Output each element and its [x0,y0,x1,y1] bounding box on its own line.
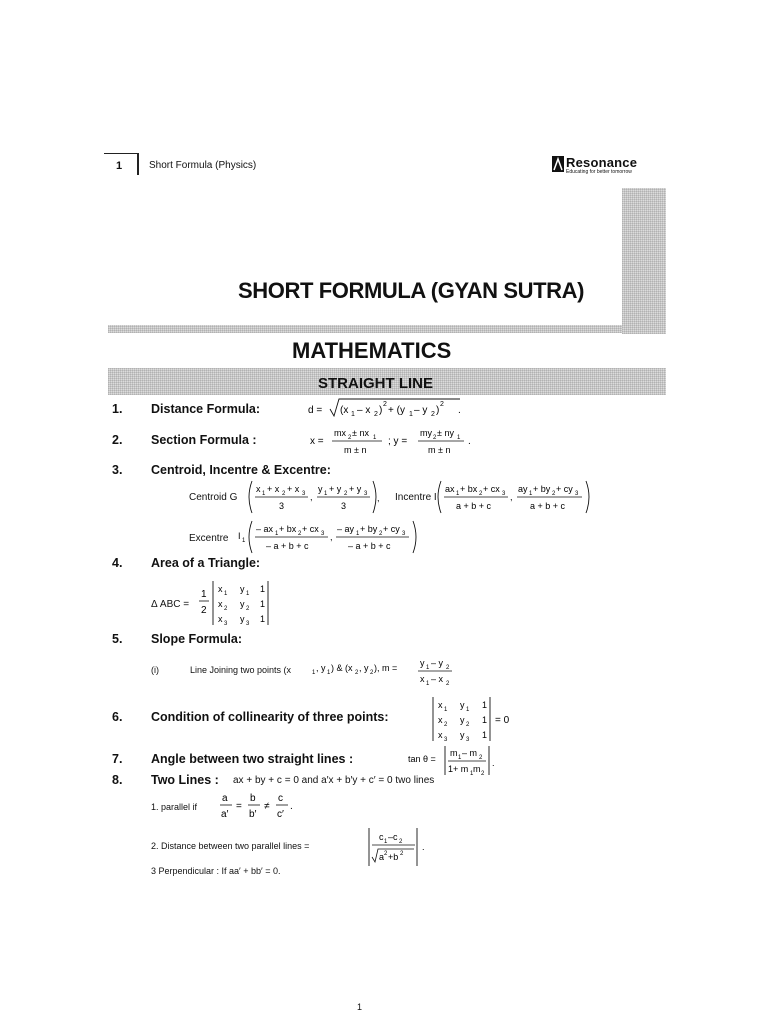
svg-text:2: 2 [370,670,374,676]
svg-text:+b: +b [388,852,399,862]
excentre-formula [238,518,430,556]
svg-text:± ny: ± ny [437,428,454,438]
svg-text:1: 1 [260,584,266,594]
svg-text:c: c [278,793,283,804]
svg-text:2: 2 [446,665,450,671]
svg-text:3: 3 [321,531,325,537]
svg-text:–c: –c [388,832,398,842]
subject-title: MATHEMATICS [292,338,452,363]
slope-text: Line Joining two points (x [190,665,292,675]
svg-text:.: . [422,842,425,852]
svg-text:1: 1 [373,435,377,441]
slope-formula [312,654,462,688]
svg-text:y: y [240,599,245,609]
svg-text:+ y: + y [349,484,362,494]
slope-roman-numeral: (i) [151,665,159,675]
parallel-condition [218,789,298,823]
svg-text:y: y [240,584,245,594]
svg-text:, y: , y [359,663,369,673]
svg-text:1: 1 [275,531,279,537]
svg-text:2: 2 [552,491,556,497]
svg-text:2: 2 [440,401,444,408]
svg-text:,: , [377,493,380,503]
svg-text:3: 3 [246,621,250,627]
svg-text:ay: ay [518,484,528,494]
svg-text:2: 2 [379,531,383,537]
svg-text:– a + b + c: – a + b + c [266,541,309,551]
svg-text:1: 1 [224,591,228,597]
svg-text:1+ m: 1+ m [448,764,469,774]
svg-text:1: 1 [482,715,488,725]
svg-text:– ax: – ax [256,524,274,534]
item-heading-5: Slope Formula: [151,632,242,646]
centroid-label: Centroid G [189,492,238,503]
svg-text:2: 2 [446,681,450,687]
svg-text:2: 2 [355,670,359,676]
svg-text:2: 2 [201,605,207,616]
svg-text:2: 2 [400,851,404,857]
item-heading-7: Angle between two straight lines : [151,752,354,766]
svg-text:.: . [492,758,495,768]
svg-text:– m: – m [462,748,478,758]
svg-text:.: . [468,436,471,447]
svg-text:1: 1 [384,839,388,845]
svg-text:1: 1 [470,771,474,777]
header-rule [104,153,138,154]
svg-text:y: y [240,614,245,624]
svg-text:1: 1 [327,670,331,676]
side-hatch-band [622,188,666,334]
svg-text:2: 2 [374,411,378,418]
svg-text:2: 2 [479,755,483,761]
svg-text:,: , [330,532,333,542]
svg-text:– ay: – ay [337,524,355,534]
svg-text:a + b + c: a + b + c [456,501,492,511]
svg-text:2: 2 [479,491,483,497]
svg-text:2: 2 [466,722,470,728]
item-number-5: 5. [112,632,123,646]
incentre-label: Incentre I [395,492,437,503]
svg-text:) & (x: ) & (x [331,663,353,673]
parallel-label: 1. parallel if [151,802,198,812]
svg-text:≠: ≠ [264,801,270,812]
svg-text:+ x: + x [267,484,280,494]
collinearity-determinant [430,694,520,744]
svg-text:, y: , y [316,663,326,673]
svg-text:– y: – y [431,658,444,668]
svg-text:2: 2 [431,411,435,418]
svg-text:2: 2 [399,839,403,845]
svg-text:m: m [473,764,481,774]
svg-text:y: y [318,484,323,494]
svg-text:3: 3 [444,737,448,743]
resonance-logo [566,156,637,175]
svg-text:1: 1 [242,538,246,544]
svg-text:=: = [236,801,242,812]
svg-text:± nx: ± nx [352,428,369,438]
area-determinant [198,578,278,628]
logo-name: Resonance [566,155,638,170]
svg-text:3: 3 [341,501,347,511]
svg-text:2: 2 [224,606,228,612]
svg-text:m ± n: m ± n [344,445,367,455]
svg-text:1: 1 [529,491,533,497]
svg-text:+ cy: + cy [383,524,400,534]
excentre-label: Excentre [189,533,229,544]
main-title: SHORT FORMULA (GYAN SUTRA) [238,278,585,303]
svg-text:+ bx: + bx [460,484,478,494]
svg-text:+ y: + y [329,484,342,494]
item-number-1: 1. [112,402,123,416]
svg-text:+ (y: + (y [388,405,405,416]
svg-text:1: 1 [466,707,470,713]
svg-text:2: 2 [433,435,437,441]
svg-text:; y =: ; y = [388,436,408,447]
svg-text:1: 1 [456,491,460,497]
svg-text:x: x [420,674,425,684]
resonance-logo-icon [552,156,564,172]
svg-text:(x: (x [340,405,349,416]
svg-text:tan θ =: tan θ = [408,754,436,764]
svg-text:m ± n: m ± n [428,445,451,455]
svg-text:1: 1 [260,614,266,624]
svg-text:3: 3 [224,621,228,627]
svg-text:a: a [379,852,385,862]
svg-text:– a + b + c: – a + b + c [348,541,391,551]
distance-formula [308,396,468,422]
item-number-2: 2. [112,433,123,447]
svg-text:1: 1 [351,411,355,418]
svg-text:x: x [256,484,261,494]
svg-text:1: 1 [458,755,462,761]
svg-text:1: 1 [457,435,461,441]
svg-text:2: 2 [282,491,286,497]
svg-text:a: a [222,793,228,804]
svg-text:= 0: = 0 [495,715,510,726]
svg-text:m: m [450,748,458,758]
item-heading-6: Condition of collinearity of three points: [151,710,389,724]
svg-text:1: 1 [426,681,430,687]
svg-text:x: x [438,700,443,710]
header-page-number: 1 [116,160,123,172]
svg-text:– y: – y [414,405,428,416]
svg-text:2: 2 [348,435,352,441]
svg-text:2: 2 [384,851,388,857]
svg-text:.: . [290,801,293,812]
svg-text:a + b + c: a + b + c [530,501,566,511]
svg-text:I: I [238,531,241,541]
svg-text:+ cx: + cx [302,524,319,534]
svg-text:1: 1 [482,700,488,710]
svg-text:y: y [460,700,465,710]
header-title: Short Formula (Physics) [149,160,257,171]
svg-text:2: 2 [383,401,387,408]
svg-text:2: 2 [298,531,302,537]
svg-text:1: 1 [324,491,328,497]
svg-text:3: 3 [302,491,306,497]
svg-text:+ by: + by [533,484,551,494]
svg-text:2: 2 [344,491,348,497]
svg-text:– x: – x [431,674,444,684]
header-divider [137,153,139,175]
svg-text:y: y [460,715,465,725]
svg-text:c′: c′ [277,809,284,820]
svg-text:2: 2 [481,771,485,777]
svg-text:3: 3 [502,491,506,497]
svg-text:my: my [420,428,432,438]
svg-text:b′: b′ [249,809,257,820]
area-label: Δ ABC = [151,599,190,610]
svg-text:2: 2 [246,606,250,612]
svg-text:3: 3 [466,737,470,743]
svg-text:mx: mx [334,428,346,438]
svg-text:,: , [310,492,313,502]
svg-text:y: y [460,730,465,740]
two-lines-text: ax + by + c = 0 and a′x + b′y + c′ = 0 two lines [233,775,435,786]
item-heading-2: Section Formula : [151,433,257,447]
svg-text:+ x: + x [287,484,300,494]
svg-text:1: 1 [409,411,413,418]
svg-text:1: 1 [356,531,360,537]
svg-text:1: 1 [201,589,207,600]
distance-parallel-formula [367,826,433,868]
svg-text:a′: a′ [221,809,229,820]
chapter-title: STRAIGHT LINE [318,375,433,392]
svg-text:3: 3 [364,491,368,497]
svg-text:+ by: + by [360,524,378,534]
svg-text:1: 1 [246,591,250,597]
svg-text:3: 3 [402,531,406,537]
svg-text:ax: ax [445,484,455,494]
svg-text:x: x [218,584,223,594]
item-heading-1: Distance Formula: [151,402,261,416]
svg-text:2: 2 [444,722,448,728]
angle-formula [408,744,508,778]
svg-text:1: 1 [312,670,316,676]
svg-text:d =: d = [308,405,323,416]
svg-text:), m =: ), m = [374,663,398,673]
footer-page-number: 1 [357,1002,363,1012]
svg-text:x: x [438,715,443,725]
svg-text:b: b [250,793,256,804]
logo-tagline: Educating for better tomorrow [566,169,632,175]
svg-text:x =: x = [310,436,324,447]
distance-parallel-label: 2. Distance between two parallel lines = [151,841,310,851]
svg-text:.: . [458,405,461,416]
title-hatch-band [108,325,622,333]
svg-text:c: c [379,832,384,842]
svg-text:): ) [379,405,383,416]
svg-text:– x: – x [357,405,371,416]
item-number-8: 8. [112,773,123,787]
svg-text:+ cy: + cy [556,484,573,494]
svg-text:+ bx: + bx [279,524,297,534]
svg-text:1: 1 [426,665,430,671]
svg-text:x: x [438,730,443,740]
svg-text:3: 3 [575,491,579,497]
item-heading-4: Area of a Triangle: [151,556,261,570]
svg-text:3: 3 [279,501,285,511]
item-number-4: 4. [112,556,123,570]
svg-text:+ cx: + cx [483,484,500,494]
svg-text:): ) [436,405,440,416]
svg-text:,: , [510,492,513,502]
svg-text:1: 1 [262,491,266,497]
svg-text:1: 1 [260,599,266,609]
svg-text:x: x [218,599,223,609]
svg-text:x: x [218,614,223,624]
section-formula [310,423,480,457]
svg-text:y: y [420,658,425,668]
item-heading-8: Two Lines : [151,773,219,787]
item-number-6: 6. [112,710,123,724]
svg-text:1: 1 [444,707,448,713]
item-number-3: 3. [112,463,123,477]
perpendicular-condition: 3 Perpendicular : If aa′ + bb′ = 0. [151,866,281,876]
svg-text:1: 1 [482,730,488,740]
item-heading-3: Centroid, Incentre & Excentre: [151,463,331,477]
item-number-7: 7. [112,752,123,766]
